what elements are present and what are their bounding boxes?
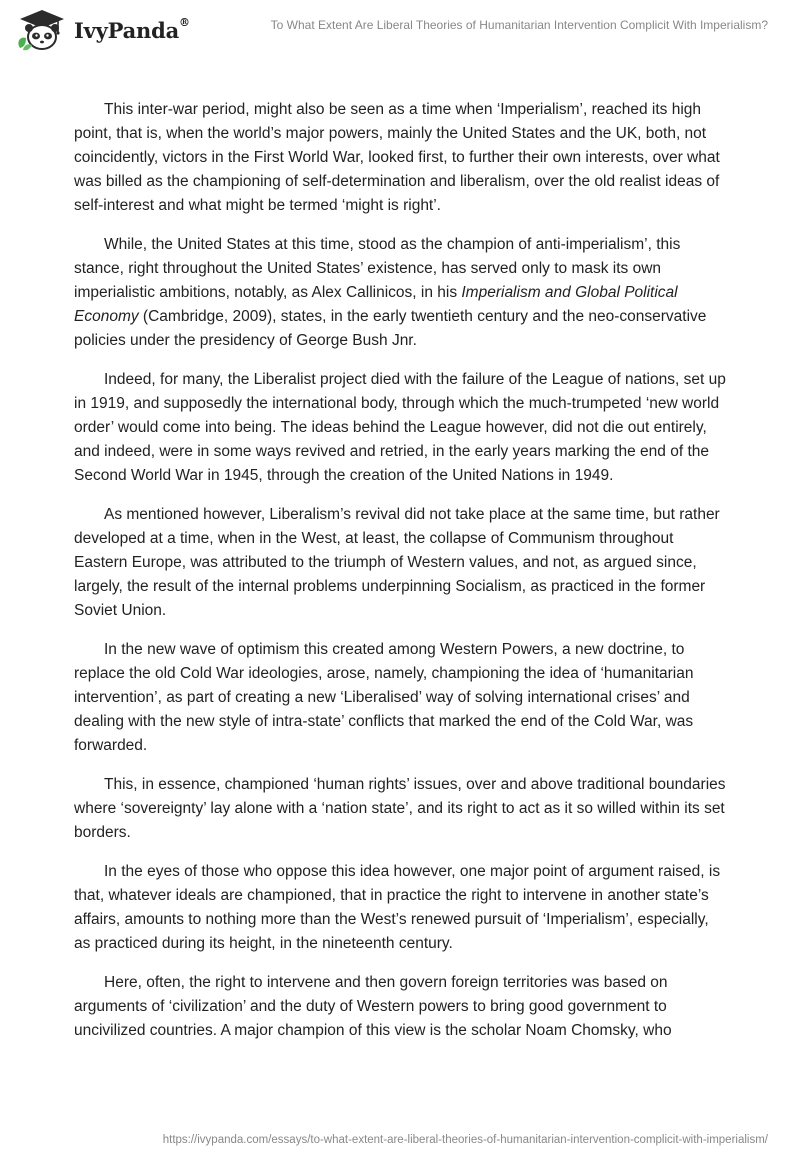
paragraph: In the new wave of optimism this created among Western Powers, a new doctrine, to replace the old Cold War ideologies, arose, namely, championing the idea of ‘humanitarian intervention’, as part of creating a new ‘Liberalised’ way of solving international crises’ and dealing with the new style of intra-state’ conflicts that marked the end of the Cold War, was forwarded. — [74, 641, 694, 754]
document-title: To What Extent Are Liberal Theories of Humanitarian Intervention Complicit With Imperialism? — [270, 18, 768, 32]
paragraph: Here, often, the right to intervene and then govern foreign territories was based on arguments of ‘civilization’ and the duty of Western powers to bring good government to uncivilized countries. A major champion of this view is the scholar Noam Chomsky, who — [74, 974, 672, 1039]
paragraph: This inter-war period, might also be seen as a time when ‘Imperialism’, reached its high point, that is, when the world’s major powers, mainly the United States and the UK, both, not coincidently, victors in the First World War, looked first, to further their own interests, over what was billed as the championing of self-determination and liberalism, over the old realist ideas of self-interest and what might be termed ‘might is right’. — [74, 101, 720, 214]
paragraph: In the eyes of those who oppose this idea however, one major point of argument raised, is that, whatever ideals are championed, that in practice the right to intervene in another state’s affairs, amounts to nothing more than the West’s renewed pursuit of ‘Imperialism’, especially, as practiced during its height, in the nineteenth century. — [74, 863, 721, 952]
source-url[interactable]: https://ivypanda.com/essays/to-what-extent-are-liberal-theories-of-humanitarian-intervention-complicit-with-imperialism/ — [162, 1134, 768, 1146]
paragraph: This, in essence, championed ‘human rights’ issues, over and above traditional boundaries where ‘sovereignty’ lay alone with a ‘nation state’, and its right to act as it so willed within its set borders. — [74, 776, 726, 841]
brand-label: IvyPanda — [74, 17, 180, 43]
registered-mark: ® — [179, 15, 190, 29]
panda-graduate-icon — [14, 8, 70, 52]
paragraph: Indeed, for many, the Liberalist project died with the failure of the League of nations, set up in 1919, and supposedly the international body, through which the much-trumpeted ‘new world order’ would come into being. The ideas behind the League however, did not die out entirely, and indeed, were in some ways revived and retried, in the early years marking the end of the Second World War in 1945, through the creation of the United Nations in 1949. — [74, 371, 726, 484]
paragraph-text: While, the United States at this time, stood as the champion of anti-imperialism’, this stance, right throughout the United States’ existence, has served only to mask its own imperialistic ambitions, notably, as Alex Callinicos, in his — [74, 236, 681, 301]
paragraph — [74, 233, 726, 353]
brand-name — [74, 15, 190, 43]
paragraph-text: (Cambridge, 2009), states, in the early twentieth century and the neo-conservative policies under the presidency of George Bush Jnr. — [74, 308, 707, 349]
ivypanda-logo[interactable] — [14, 8, 190, 52]
page-header — [0, 0, 800, 60]
paragraph: As mentioned however, Liberalism’s revival did not take place at the same time, but rather developed at a time, when in the West, at least, the collapse of Communism throughout Eastern Europe, was attributed to the triumph of Western values, and not, as argued since, largely, the result of the internal problems underpinning Socialism, as practiced in the former Soviet Union. — [74, 506, 720, 619]
essay-body — [74, 98, 726, 1043]
book-title: Imperialism and Global Political Economy — [74, 284, 678, 325]
